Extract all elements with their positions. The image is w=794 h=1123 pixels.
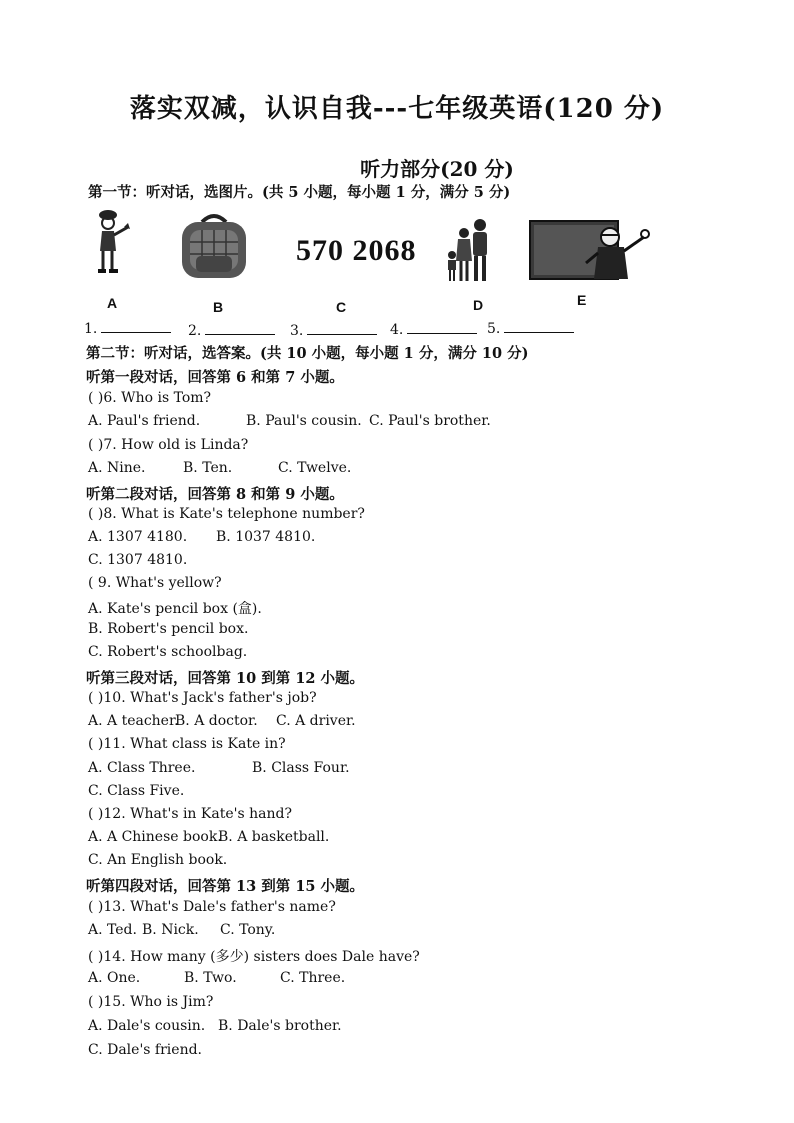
q7-option-b[interactable]: B. Ten. xyxy=(183,460,233,476)
dialog4-heading: 听第四段对话，回答第 13 到第 15 小题。 xyxy=(86,878,365,895)
question-11: ( )11. What class is Kate in? xyxy=(88,736,286,752)
picture-label-a: A xyxy=(107,295,118,311)
question-8: ( )8. What is Kate's telephone number? xyxy=(88,506,365,522)
q8-option-b[interactable]: B. 1037 4810. xyxy=(216,529,316,545)
section-title: 听力部分(20 分) xyxy=(360,157,514,181)
q9-option-a[interactable]: A. Kate's pencil box (盒). xyxy=(88,601,262,617)
q13-option-b[interactable]: B. Nick. xyxy=(142,922,199,938)
question-13: ( )13. What's Dale's father's name? xyxy=(88,899,336,915)
q11-option-c[interactable]: C. Class Five. xyxy=(88,783,185,799)
phone-number-image: 570 2068 xyxy=(296,234,417,267)
q15-option-a[interactable]: A. Dale's cousin. xyxy=(88,1018,206,1034)
q15-option-b[interactable]: B. Dale's brother. xyxy=(218,1018,342,1034)
q6-option-b[interactable]: B. Paul's cousin. xyxy=(246,413,362,429)
q15-option-c[interactable]: C. Dale's friend. xyxy=(88,1042,202,1058)
question-10: ( )10. What's Jack's father's job? xyxy=(88,690,317,706)
person-with-hat-icon xyxy=(94,205,136,285)
q7-option-c[interactable]: C. Twelve. xyxy=(278,460,352,476)
answer-blank-4[interactable]: 4. xyxy=(390,319,477,338)
question-6: ( )6. Who is Tom? xyxy=(88,390,212,406)
question-12: ( )12. What's in Kate's hand? xyxy=(88,806,292,822)
q11-option-a[interactable]: A. Class Three. xyxy=(88,760,196,776)
q11-option-b[interactable]: B. Class Four. xyxy=(252,760,350,776)
q14-option-b[interactable]: B. Two. xyxy=(184,970,237,986)
picture-label-b: B xyxy=(213,299,224,315)
dialog3-heading: 听第三段对话，回答第 10 到第 12 小题。 xyxy=(86,670,365,687)
teacher-blackboard-icon xyxy=(528,217,654,283)
answer-blank-5[interactable]: 5. xyxy=(487,318,574,337)
q8-option-a[interactable]: A. 1307 4180. xyxy=(88,529,188,545)
answer-blank-2[interactable]: 2. xyxy=(188,320,275,339)
picture-label-d: D xyxy=(473,297,484,313)
q6-option-a[interactable]: A. Paul's friend. xyxy=(88,413,201,429)
q10-option-a[interactable]: A. A teacher. xyxy=(88,713,179,729)
q6-option-c[interactable]: C. Paul's brother. xyxy=(369,413,491,429)
q9-option-c[interactable]: C. Robert's schoolbag. xyxy=(88,644,248,660)
q7-option-a[interactable]: A. Nine. xyxy=(88,460,146,476)
q13-option-a[interactable]: A. Ted. xyxy=(88,922,137,938)
question-7: ( )7. How old is Linda? xyxy=(88,437,249,453)
q14-option-c[interactable]: C. Three. xyxy=(280,970,346,986)
q8-option-c[interactable]: C. 1307 4810. xyxy=(88,552,188,568)
q12-option-c[interactable]: C. An English book. xyxy=(88,852,228,868)
part1-heading: 第一节：听对话，选图片。(共 5 小题，每小题 1 分，满分 5 分) xyxy=(88,184,511,201)
q10-option-b[interactable]: B. A doctor. xyxy=(175,713,258,729)
picture-label-c: C xyxy=(336,299,347,315)
answer-blank-1[interactable]: 1. xyxy=(84,318,171,337)
page-title: 落实双减，认识自我---七年级英语(120 分) xyxy=(129,94,665,124)
family-icon xyxy=(444,217,494,283)
question-9: ( 9. What's yellow? xyxy=(88,575,222,591)
q13-option-c[interactable]: C. Tony. xyxy=(220,922,276,938)
answer-blank-3[interactable]: 3. xyxy=(290,320,377,339)
schoolbag-icon xyxy=(176,212,252,282)
q12-option-b[interactable]: B. A basketball. xyxy=(218,829,330,845)
part2-heading: 第二节：听对话，选答案。(共 10 小题，每小题 1 分，满分 10 分) xyxy=(86,345,529,362)
question-14: ( )14. How many (多少) sisters does Dale have? xyxy=(88,949,420,965)
q14-option-a[interactable]: A. One. xyxy=(88,970,141,986)
dialog1-heading: 听第一段对话，回答第 6 和第 7 小题。 xyxy=(86,369,344,386)
q10-option-c[interactable]: C. A driver. xyxy=(276,713,356,729)
q9-option-b[interactable]: B. Robert's pencil box. xyxy=(88,621,249,637)
q12-option-a[interactable]: A. A Chinese book. xyxy=(88,829,222,845)
picture-label-e: E xyxy=(577,292,587,308)
question-15: ( )15. Who is Jim? xyxy=(88,994,214,1010)
dialog2-heading: 听第二段对话，回答第 8 和第 9 小题。 xyxy=(86,486,344,503)
